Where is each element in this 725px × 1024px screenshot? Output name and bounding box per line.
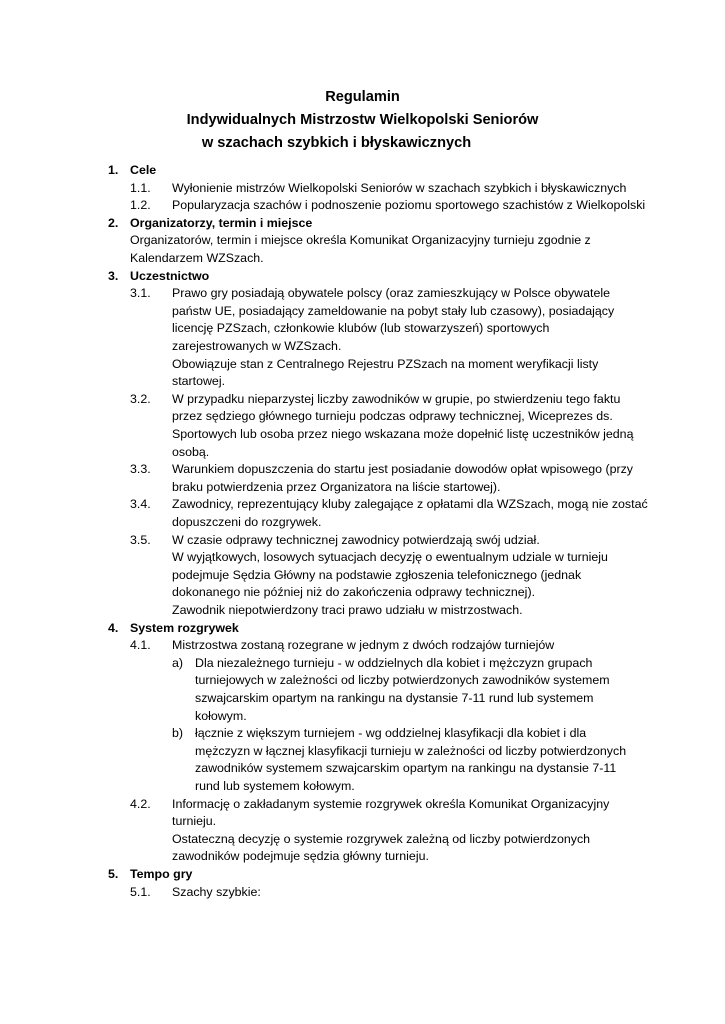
- sub-item-text: zawodników systemem szwajcarskim opartym na rankingu na dystansie 7-11: [195, 761, 617, 776]
- section-number: 1.: [108, 163, 119, 177]
- item-text: Mistrzostwa zostaną rozegrane w jednym z dwóch rodzajów turniejów: [172, 638, 555, 653]
- section-text: Kalendarzem WZSzach.: [130, 251, 264, 265]
- item-text: Obowiązuje stan z Centralnego Rejestru PZSzach na moment weryfikacji listy: [172, 356, 599, 371]
- section-number: 2.: [108, 215, 119, 230]
- item-text: zarejestrowanych w WZSzach.: [172, 339, 342, 353]
- item-number: 4.2.: [130, 796, 151, 811]
- item-text: startowej.: [172, 374, 226, 389]
- section-heading: System rozgrywek: [130, 620, 239, 635]
- item-text: Wyłonienie mistrzów Wielkopolski Seniorów w szachach szybkich i błyskawicznych: [172, 180, 627, 195]
- section-number: 4.: [108, 620, 119, 635]
- section-heading: Uczestnictwo: [130, 268, 210, 283]
- section-heading: Tempo gry: [130, 867, 193, 881]
- item-number: 3.5.: [130, 532, 151, 547]
- item-text: Szachy szybkie:: [172, 884, 261, 899]
- item-text: turnieju.: [172, 814, 217, 829]
- sub-item-text: łącznie z większym turniejem - wg oddzielnej klasyfikacji dla kobiet i dla: [195, 726, 587, 741]
- item-text: W czasie odprawy technicznej zawodnicy potwierdzają swój udział.: [172, 532, 540, 547]
- sub-item-text: mężczyzn w łącznej klasyfikacji turnieju w zależności od liczby potwierdzonych: [195, 743, 627, 758]
- item-text: Zawodnik niepotwierdzony traci prawo udziału w mistrzostwach.: [172, 603, 523, 617]
- item-text: Zawodnicy, reprezentujący kluby zalegające z opłatami dla WZSzach, mogą nie zostać: [172, 497, 648, 512]
- item-number: 4.1.: [130, 638, 151, 653]
- sub-item-text: szwajcarskim opartym na rankingu na dystansie 7-11 rund lub systemem: [195, 691, 594, 705]
- sub-item-text: turniejowych w zależności od liczby potwierdzonych zawodników systemem: [195, 673, 610, 688]
- section-number: 3.: [108, 268, 119, 283]
- doc-subtitle-2: w szachach szybkich i błyskawicznych: [201, 135, 472, 151]
- sub-item-text: rund lub systemem kołowym.: [195, 779, 355, 793]
- doc-title: Regulamin: [325, 89, 400, 105]
- sub-item-text: Dla niezależnego turnieju - w oddzielnych dla kobiet i mężczyzn grupach: [195, 655, 593, 670]
- item-text: państw UE, posiadający zameldowanie na pobyt stały lub czasowy), posiadający: [172, 303, 615, 318]
- section-text: Organizatorów, termin i miejsce określa Komunikat Organizacyjny turnieju zgodnie z: [130, 233, 591, 248]
- item-text: podejmuje Sędzia Główny na podstawie zgłoszenia telefonicznego (jednak: [172, 567, 582, 582]
- item-text: przez sędziego głównego turnieju podczas odprawy technicznej, Wiceprezes ds.: [172, 409, 613, 424]
- section-heading: Organizatorzy, termin i miejsce: [130, 215, 313, 230]
- sub-item-label: b): [172, 726, 184, 741]
- item-number: 3.2.: [130, 391, 151, 406]
- item-text: dopuszczeni do rozgrywek.: [172, 515, 322, 529]
- item-text: Informację o zakładanym systemie rozgrywek określa Komunikat Organizacyjny: [172, 796, 610, 811]
- item-text: Ostateczną decyzję o systemie rozgrywek zależną od liczby potwierdzonych: [172, 831, 591, 846]
- doc-subtitle: Indywidualnych Mistrzostw Wielkopolski Seniorów: [186, 112, 539, 128]
- item-text: Popularyzacja szachów i podnoszenie poziomu sportowego szachistów z Wielkopolski: [172, 198, 646, 213]
- section-number: 5.: [108, 867, 119, 881]
- item-text: licencję PZSzach, członkowie klubów (lub stowarzyszeń) sportowych: [172, 321, 550, 336]
- item-text: osobą.: [172, 444, 210, 459]
- section-heading: Cele: [130, 163, 157, 177]
- item-text: zawodników podejmuje sędzia główny turnieju.: [172, 849, 429, 864]
- item-text: Warunkiem dopuszczenia do startu jest posiadanie dowodów opłat wpisowego (przy: [172, 462, 633, 477]
- sub-item-text: kołowym.: [195, 708, 247, 723]
- item-number: 5.1.: [130, 884, 151, 899]
- item-number: 3.3.: [130, 462, 151, 477]
- item-text: W wyjątkowych, losowych sytuacjach decyzję o ewentualnym udziale w turnieju: [172, 550, 608, 565]
- item-text: dokonanego nie później niż do zakończenia odprawy technicznej).: [172, 585, 536, 600]
- item-number: 3.4.: [130, 497, 151, 512]
- item-text: braku potwierdzenia przez Organizatora na liście startowej).: [172, 479, 501, 494]
- item-number: 1.1.: [130, 180, 151, 195]
- sub-item-label: a): [172, 655, 184, 670]
- item-text: W przypadku nieparzystej liczby zawodników w grupie, po stwierdzeniu tego faktu: [172, 391, 621, 406]
- item-number: 1.2.: [130, 198, 151, 213]
- item-text: Prawo gry posiadają obywatele polscy (oraz zamieszkujący w Polsce obywatele: [172, 286, 611, 301]
- item-number: 3.1.: [130, 286, 151, 301]
- item-text: Sportowych lub osoba przez niego wskazana może dopełnić listę uczestników jedną: [172, 427, 634, 441]
